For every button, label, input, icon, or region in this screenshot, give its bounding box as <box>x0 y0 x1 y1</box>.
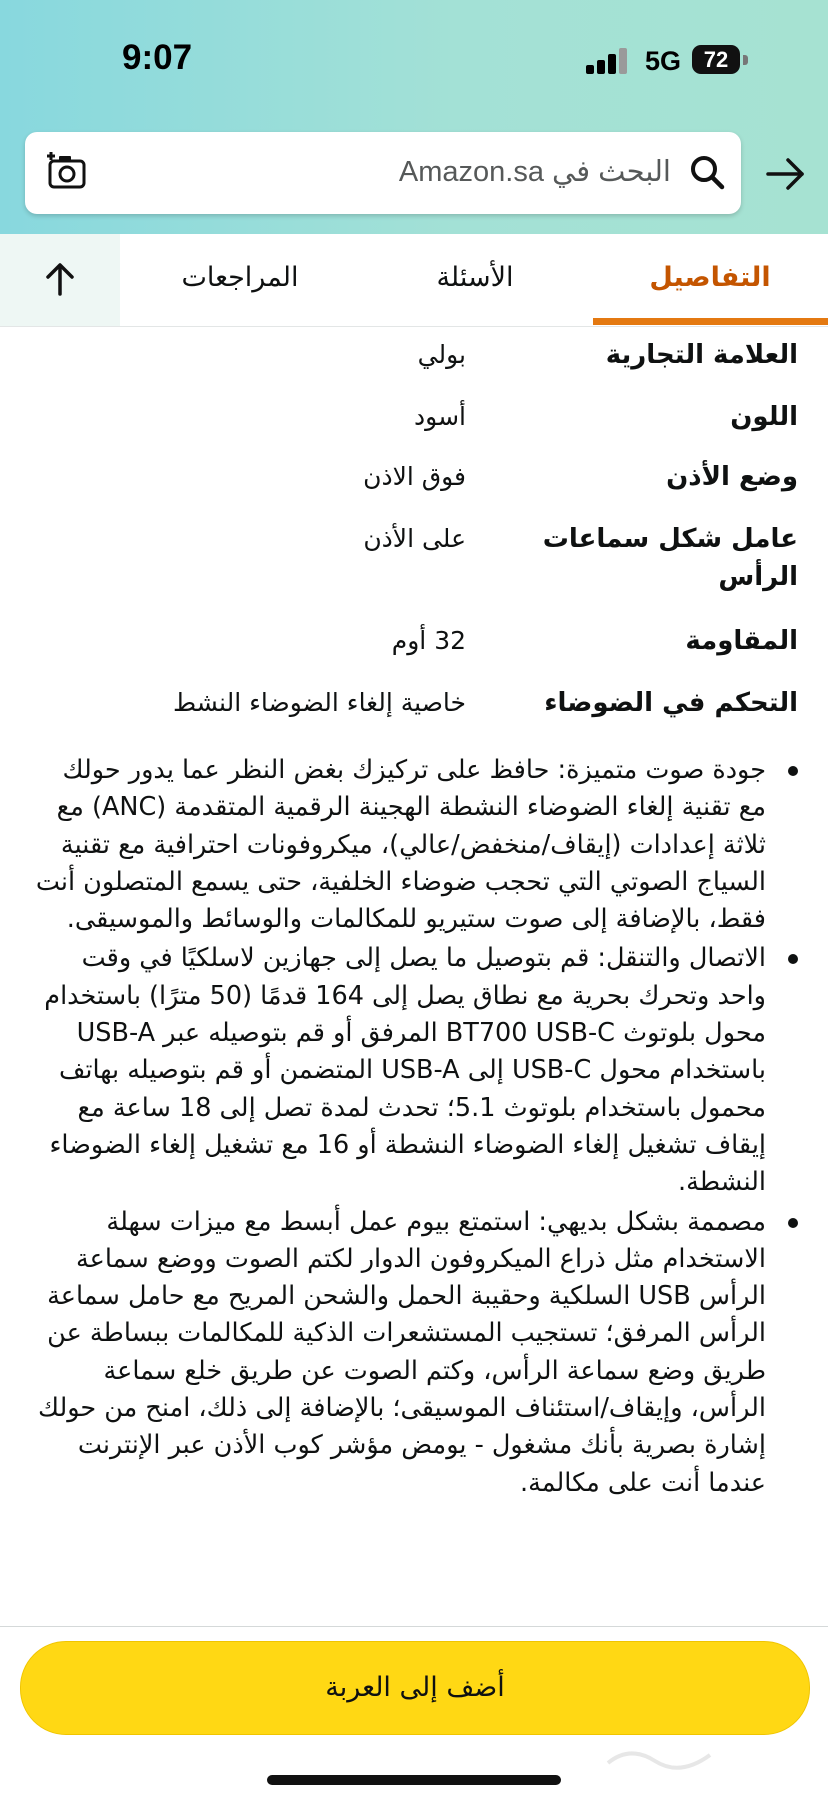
search-icon[interactable] <box>687 152 727 192</box>
detail-value: بولي <box>417 340 466 369</box>
cellular-signal-icon <box>586 48 628 74</box>
battery-icon: 72 <box>692 45 740 74</box>
detail-value: خاصية إلغاء الضوضاء النشط <box>173 688 466 717</box>
status-time: 9:07 <box>122 38 193 77</box>
active-tab-indicator <box>593 318 828 325</box>
detail-label: المقاومة <box>685 626 798 656</box>
tab-reviews[interactable]: المراجعات <box>181 262 299 293</box>
detail-label: اللون <box>730 402 798 432</box>
list-item <box>30 940 800 1201</box>
watermark-logo <box>600 1735 720 1775</box>
detail-value: 32 أوم <box>391 626 466 655</box>
add-to-cart-button[interactable]: أضف إلى العربة <box>20 1641 810 1735</box>
tab-details[interactable]: التفاصيل <box>649 262 771 293</box>
bullet-text: الاتصال والتنقل: قم بتوصيل ما يصل إلى جهازين لاسلكيًا في وقت واحد وتحرك بحرية مع نطاق يصل إلى 164 قدمًا (50 مترًا) باستخدام محول بلوتوث BT700 USB-C المرفق أو قم بتوصيله عبر USB-A باستخدام محول USB-C إلى USB-A المتضمن أو قم بتوصيله بهاتف محمول باستخدام بلوتوث 5.1؛ تحدث لمدة تصل إلى 18 ساعة مع إيقاف تشغيل إلغاء الضوضاء النشطة أو 16 مع تشغيل إلغاء الضوضاء النشطة. <box>44 943 766 1198</box>
detail-value: فوق الاذن <box>363 462 466 491</box>
detail-value: على الأذن <box>363 524 466 553</box>
bullet-dot <box>788 1218 798 1228</box>
detail-label: عامل شكل سماعات الرأس <box>542 524 798 592</box>
forward-arrow-icon[interactable] <box>764 155 808 193</box>
list-item <box>30 752 800 938</box>
detail-label: التحكم في الضوضاء <box>544 688 798 718</box>
tab-questions[interactable]: الأسئلة <box>436 262 514 293</box>
feature-bullets <box>30 752 800 1504</box>
detail-label: وضع الأذن <box>666 462 798 492</box>
camera-search-icon[interactable] <box>45 150 89 194</box>
search-placeholder: البحث في Amazon.sa <box>398 156 671 188</box>
arrow-up-icon <box>43 260 77 300</box>
bullet-text: مصممة بشكل بديهي: استمتع بيوم عمل أبسط مع ميزات سهلة الاستخدام مثل ذراع الميكروفون الدوار لكتم الصوت ووضع سماعة الرأس USB السلكية وحقيبة الحمل والشحن المريح مع حامل سماعة الرأس المرفق؛ تستجيب المستشعرات الذكية للمكالمات ببساطة عن طريق وضع سماعة الرأس، وكتم الصوت عن طريق خلع سماعة الرأس، وإيقاف/استئناف الموسيقى؛ بالإضافة إلى ذلك، امنح من حولك إشارة بصرية بأنك مشغول - يومض مؤشر كوب الأذن عبر الإنترنت عندما أنت على مكالمة. <box>37 1206 766 1498</box>
network-type: 5G <box>645 46 682 76</box>
detail-label: العلامة التجارية <box>605 340 798 370</box>
app-header <box>0 0 828 234</box>
battery-tip <box>743 55 748 65</box>
search-input[interactable] <box>25 132 741 214</box>
scroll-to-top-button[interactable] <box>0 234 120 326</box>
bullet-dot <box>788 954 798 964</box>
product-tabs <box>0 234 828 327</box>
bullet-dot <box>788 766 798 776</box>
home-indicator[interactable] <box>267 1775 561 1785</box>
detail-value: أسود <box>414 402 466 431</box>
bullet-text: جودة صوت متميزة: حافظ على تركيزك بغض النظر عما يدور حولك مع تقنية إلغاء الضوضاء النشطة الهجينة الرقمية المتقدمة (ANC) مع ثلاثة إعدادات (إيقاف/منخفض/عالي)، ميكروفونات احترافية مع تقنية السياج الصوتي التي تحجب ضوضاء الخلفية، حتى يسمع المتصلون أنت فقط، بالإضافة إلى صوت ستيريو للمكالمات والوسائط والموسيقى. <box>35 755 766 935</box>
list-item <box>30 1204 800 1502</box>
